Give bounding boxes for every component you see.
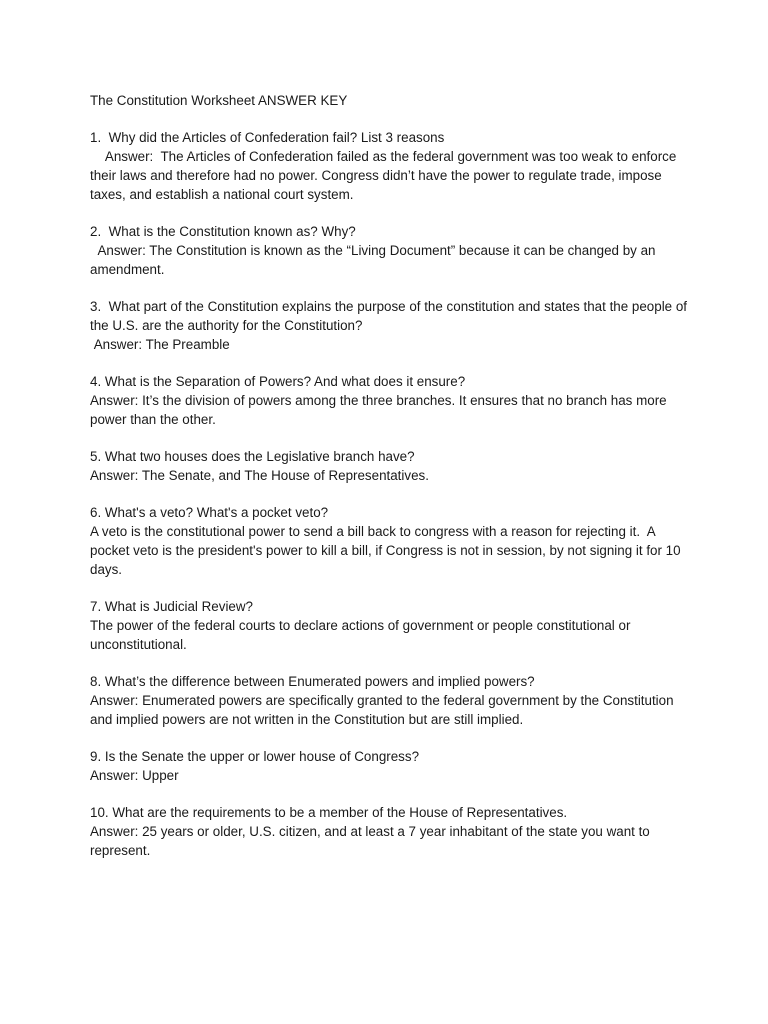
qa-item-4 [90, 372, 690, 429]
answer-text: The power of the federal courts to declare actions of government or people constitutional or unconstitutional. [90, 618, 635, 652]
question-text: 9. Is the Senate the upper or lower house of Congress? [90, 749, 420, 764]
qa-item-6 [90, 503, 690, 579]
qa-item-9 [90, 747, 690, 785]
qa-item-5 [90, 447, 690, 485]
qa-item-1 [90, 128, 690, 204]
qa-item-3 [90, 297, 690, 354]
qa-item-7 [90, 597, 690, 654]
qa-item-10 [90, 803, 690, 860]
answer-text: Answer: It’s the division of powers among the three branches. It ensures that no branch has more power than the other. [90, 393, 671, 427]
qa-item-2 [90, 222, 690, 279]
question-text: 4. What is the Separation of Powers? And what does it ensure? [90, 374, 466, 389]
worksheet-page [90, 91, 690, 878]
question-text: 6. What's a veto? What's a pocket veto? [90, 505, 329, 520]
answer-text: Answer: The Constitution is known as the “Living Document” because it can be changed by an amendment. [90, 243, 660, 277]
question-text: 7. What is Judicial Review? [90, 599, 253, 614]
question-text: 3. What part of the Constitution explains the purpose of the constitution and states that the people of the U.S. are the authority for the Constitution? [90, 299, 691, 333]
answer-text: Answer: The Articles of Confederation failed as the federal government was too weak to enforce their laws and therefore had no power. Congress didn’t have the power to regulate trade, impose taxes, and establish a national court system. [90, 149, 681, 202]
question-text: 10. What are the requirements to be a member of the House of Representatives. [90, 805, 568, 820]
answer-text: Answer: Enumerated powers are specifically granted to the federal government by the Constitution and implied powers are not written in the Constitution but are still implied. [90, 693, 678, 727]
answer-text: A veto is the constitutional power to send a bill back to congress with a reason for rejecting it. A pocket veto is the president's power to kill a bill, if Congress is not in session, by not signing it for 10 days. [90, 524, 685, 577]
page-title: The Constitution Worksheet ANSWER KEY [90, 93, 348, 108]
answer-text: Answer: Upper [90, 768, 179, 783]
question-text: 8. What’s the difference between Enumerated powers and implied powers? [90, 674, 535, 689]
question-text: 2. What is the Constitution known as? Why? [90, 224, 356, 239]
answer-text: Answer: The Senate, and The House of Representatives. [90, 468, 429, 483]
qa-item-8 [90, 672, 690, 729]
question-text: 1. Why did the Articles of Confederation fail? List 3 reasons [90, 130, 445, 145]
answer-text: Answer: 25 years or older, U.S. citizen, and at least a 7 year inhabitant of the state you want to represent. [90, 824, 654, 858]
answer-text: Answer: The Preamble [90, 337, 230, 352]
question-text: 5. What two houses does the Legislative branch have? [90, 449, 415, 464]
